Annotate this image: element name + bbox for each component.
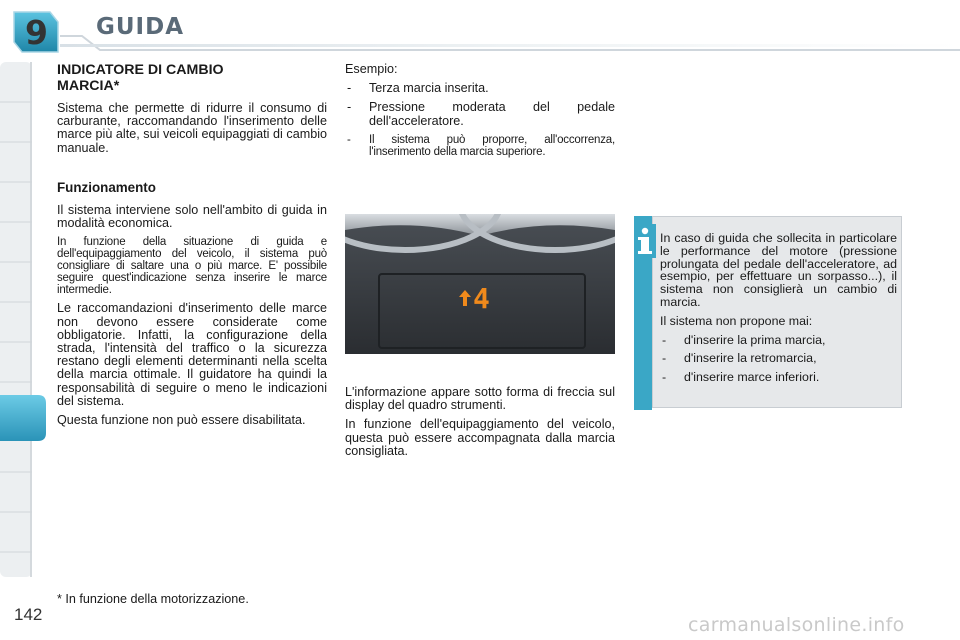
- info-icon: [634, 224, 656, 258]
- section-title: INDICATORE DI CAMBIO MARCIA*: [57, 62, 224, 94]
- paragraph-2: In funzione della situazione di guida e dell'equipaggiamento del veicolo, il sistema può consigliare di saltare una o più marce. E' possibile seguire quest'indicazione senza inserire le marce intermedie.: [57, 236, 327, 297]
- info-list-item: - d'inserire la retromarcia,: [660, 352, 897, 365]
- intro-paragraph: Sistema che permette di ridurre il consumo di carburante, raccomandando l'inserimento delle marce più alte, sui veicoli equipaggiati di cambio manuale.: [57, 101, 327, 155]
- chapter-tab-strip: [0, 62, 36, 577]
- info-list-item: - d'inserire marce inferiori.: [660, 371, 897, 384]
- example-item: - Il sistema può proporre, all'occorrenza, l'inserimento della marcia superiore.: [345, 134, 615, 158]
- chapter-tab-active[interactable]: [0, 395, 48, 441]
- info-paragraph-2: Il sistema non propone mai:: [660, 313, 813, 328]
- info-list-item: - d'inserire la prima marcia,: [660, 334, 897, 347]
- chapter-number: 9: [25, 13, 48, 52]
- paragraph-4: Questa funzione non può essere disabilitata.: [57, 413, 306, 428]
- chapter-title: GUIDA: [96, 14, 185, 40]
- middle-column-top: [345, 63, 615, 164]
- footnote: * In funzione della motorizzazione.: [57, 592, 249, 606]
- display-paragraph-2: In funzione dell'equipaggiamento del veicolo, questa può essere accompagnata dalla marcia consigliata.: [345, 417, 615, 458]
- paragraph-1: Il sistema interviene solo nell'ambito di guida in modalità economica.: [57, 203, 327, 231]
- info-text: [660, 232, 897, 390]
- left-column: [57, 63, 327, 433]
- instrument-display-illustration: [345, 214, 615, 354]
- chapter-tabs: [0, 62, 36, 577]
- watermark: carmanualsonline.info: [688, 614, 905, 636]
- chapter-badge: [10, 8, 62, 56]
- example-item: - Pressione moderata del pedale dell'acceleratore.: [345, 101, 615, 127]
- subsection-title: Funzionamento: [57, 179, 156, 195]
- info-paragraph-1: In caso di guida che sollecita in particolare le performance del motore (pressione prolungata del pedale dell'acceleratore, ad esempio, per effettuare un sorpasso...), il sistema non consiglierà un cambio di marcia.: [660, 231, 897, 309]
- recommended-gear: 4: [473, 282, 490, 315]
- page-number: 142: [14, 605, 43, 624]
- info-list: [660, 334, 897, 384]
- chapter-tab-active-shape: [0, 395, 48, 441]
- paragraph-3: Le raccomandazioni d'inserimento delle marce non devono essere considerate come obbligatorie. Infatti, la configurazione della strada, l'intensità del traffico o la sicurezza restano degli elementi determinanti nella scelta della marcia ottimale. Il guidatore ha quindi la responsabilità di seguire o meno le indicazioni del sistema.: [57, 301, 327, 408]
- display-paragraph-1: L'informazione appare sotto forma di freccia sul display del quadro strumenti.: [345, 385, 615, 413]
- example-list: [345, 82, 615, 158]
- example-label: Esempio:: [345, 62, 398, 76]
- example-item: - Terza marcia inserita.: [345, 82, 615, 95]
- middle-column-bottom: [345, 386, 615, 464]
